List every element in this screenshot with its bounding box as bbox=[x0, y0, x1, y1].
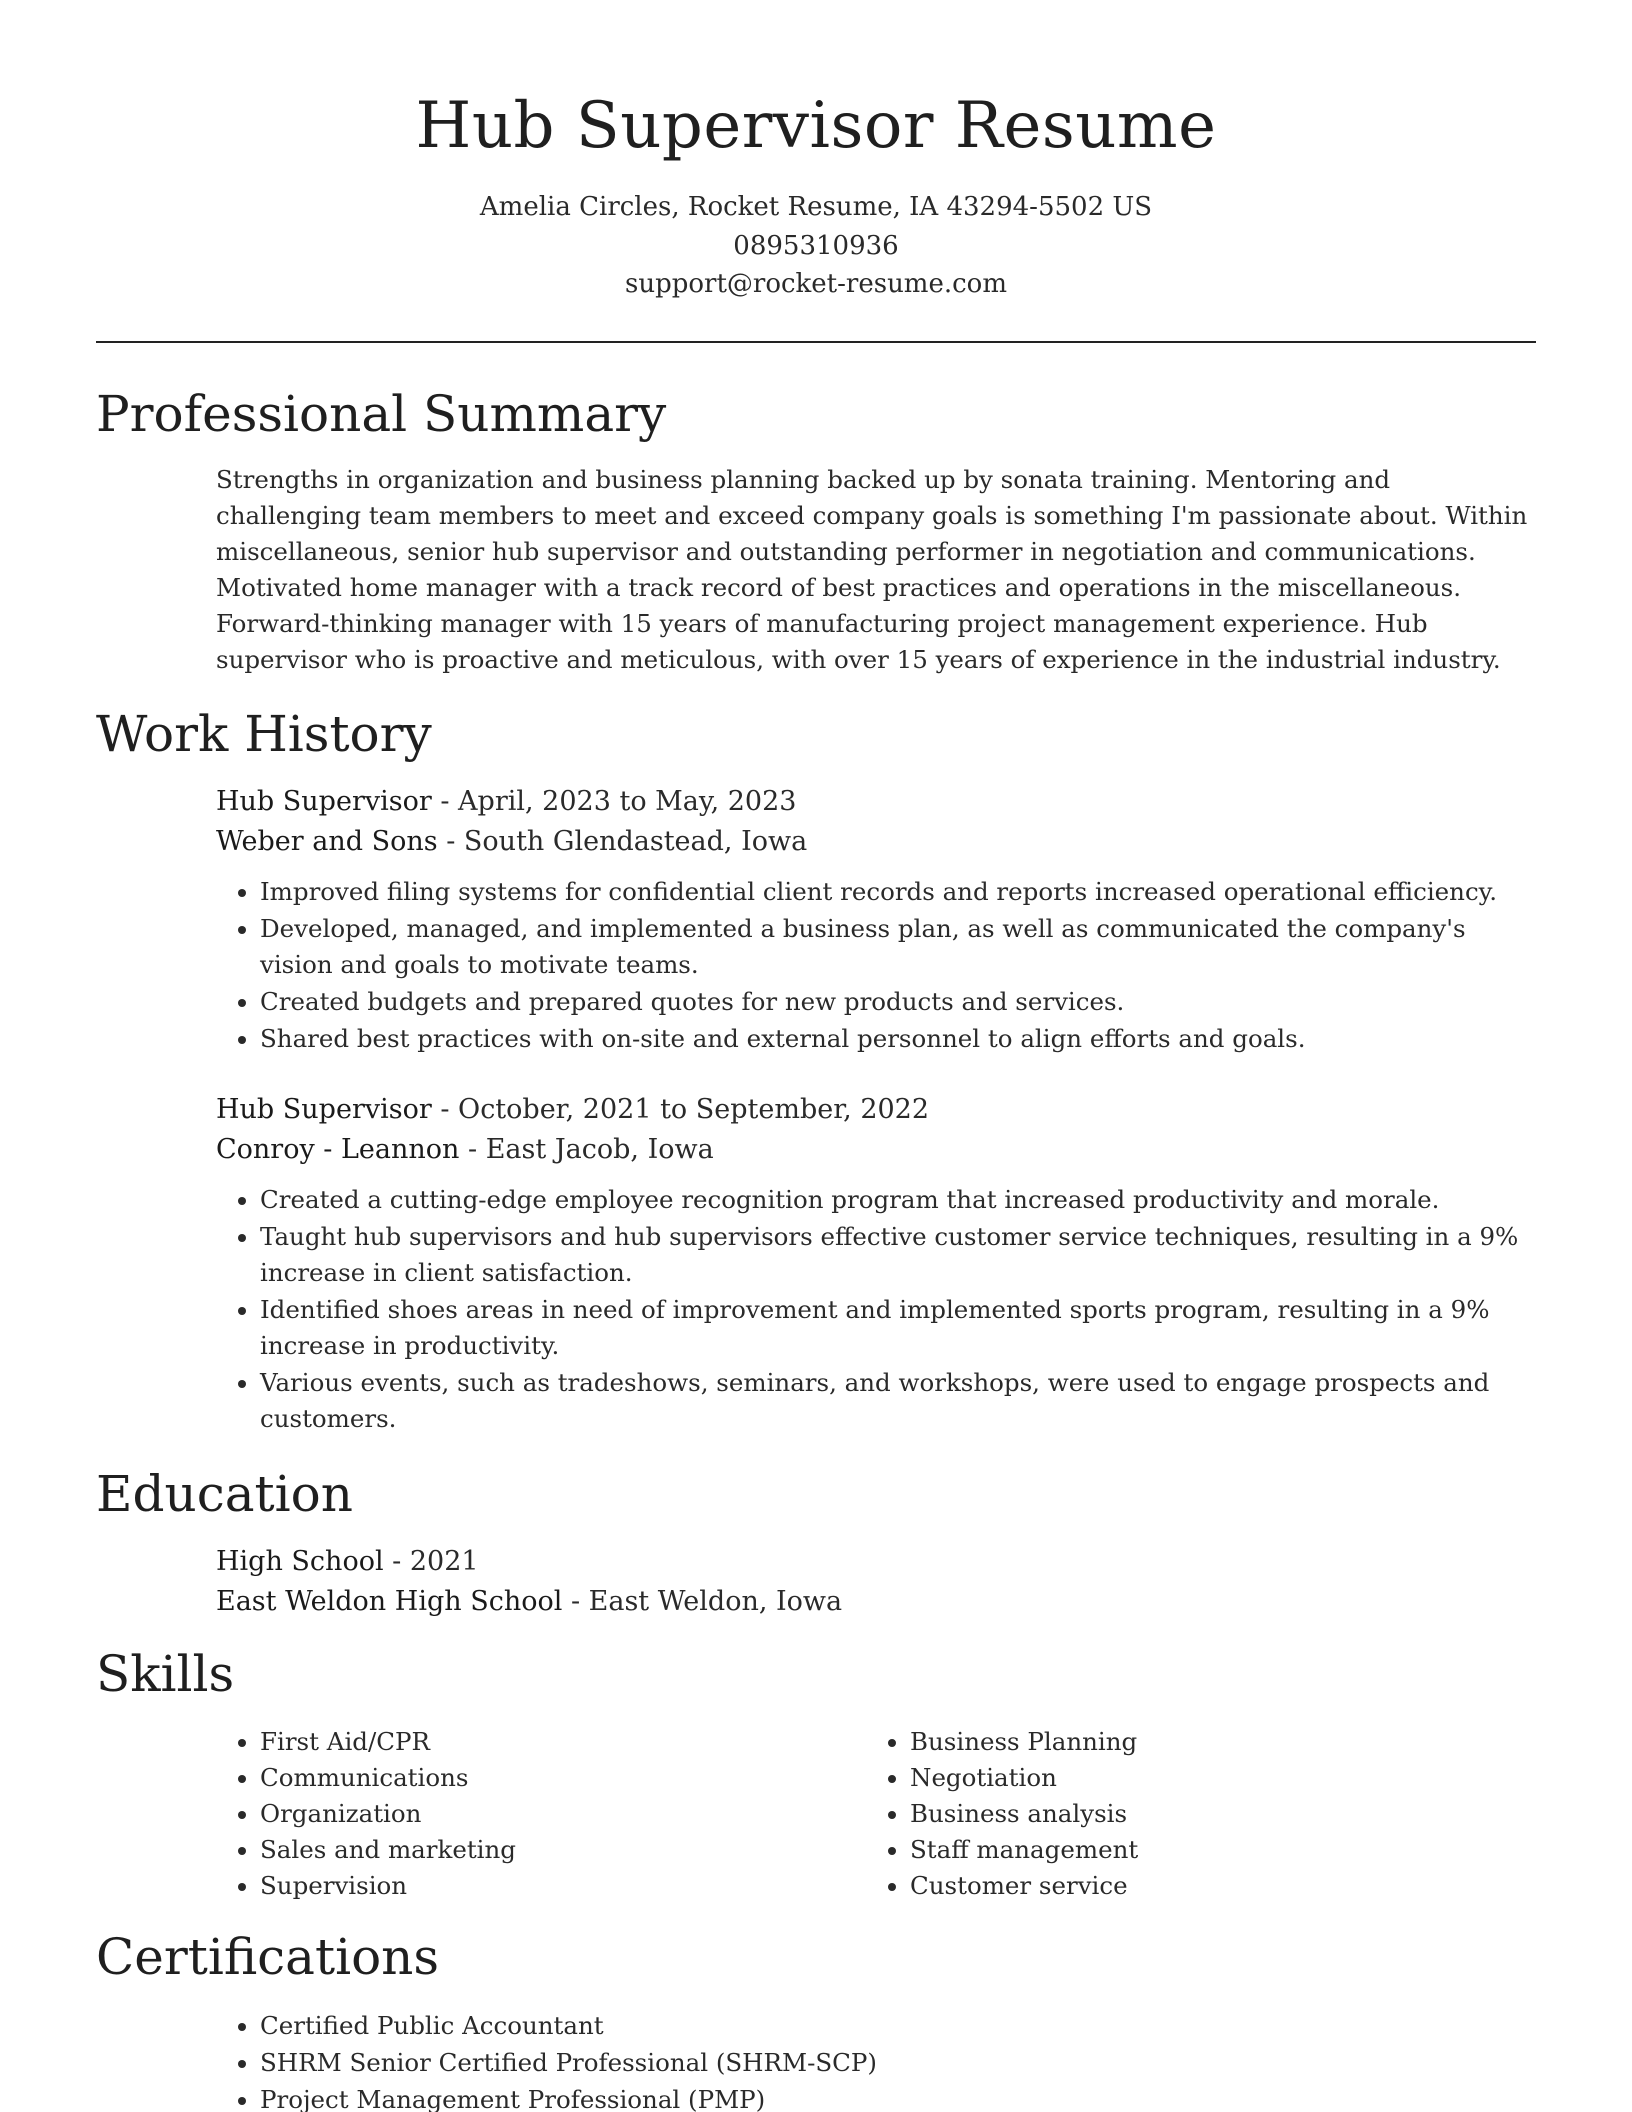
list-item: • Created budgets and prepared quotes for new products and services. bbox=[260, 984, 1536, 1020]
job-entry bbox=[216, 782, 1536, 1058]
education-degree-line bbox=[216, 1542, 1536, 1582]
job-title: Hub Supervisor bbox=[216, 1094, 432, 1125]
list-item: • Shared best practices with on-site and external personnel to align efforts and goals. bbox=[260, 1021, 1536, 1057]
list-item: • Customer service bbox=[910, 1868, 1466, 1904]
list-item: • SHRM Senior Certified Professional (SHRM-SCP) bbox=[260, 2045, 1536, 2081]
header-divider bbox=[96, 341, 1536, 343]
education-year: - 2021 bbox=[383, 1546, 479, 1577]
education-entry bbox=[216, 1542, 1536, 1622]
list-item: • Communications bbox=[260, 1760, 816, 1796]
list-item: • Business Planning bbox=[910, 1724, 1466, 1760]
education-location: - East Weldon, Iowa bbox=[562, 1586, 843, 1617]
summary-text: Strengths in organization and business planning backed up by sonata training. Mentoring and challenging team members to meet and exceed company goals is something I'm passionate about. Within miscellaneous, senior hub supervisor and outstanding performer in negotiation and communications. Motivated home manager with a track record of best practices and operations in the miscellaneous. Forward-thinking manager with 15 years of manufacturing project management experience. Hub supervisor who is proactive and meticulous, with over 15 years of experience in the industrial industry. bbox=[216, 465, 1528, 674]
list-item: • Organization bbox=[260, 1796, 816, 1832]
skills-column-right bbox=[866, 1724, 1466, 1904]
certifications-list bbox=[216, 2008, 1536, 2112]
job-company: Weber and Sons bbox=[216, 826, 438, 857]
education-school: East Weldon High School bbox=[216, 1586, 563, 1617]
job-dates: - April, 2023 to May, 2023 bbox=[431, 786, 797, 817]
job-title-line bbox=[216, 782, 1536, 822]
list-item: • Staff management bbox=[910, 1832, 1466, 1868]
job-location: - South Glendastead, Iowa bbox=[437, 826, 808, 857]
job-company: Conroy - Leannon bbox=[216, 1134, 460, 1165]
job-company-line bbox=[216, 1130, 1536, 1170]
list-item: • Improved filing systems for confidential client records and reports increased operational efficiency. bbox=[260, 874, 1536, 910]
list-item: • Various events, such as tradeshows, seminars, and workshops, were used to engage prospects and customers. bbox=[260, 1365, 1536, 1437]
skills-right-list bbox=[866, 1724, 1466, 1904]
certifications-section bbox=[216, 2008, 1536, 2112]
list-item: • First Aid/CPR bbox=[260, 1724, 816, 1760]
list-item: • Sales and marketing bbox=[260, 1832, 816, 1868]
list-item: • Supervision bbox=[260, 1868, 816, 1904]
job-dates: - October, 2021 to September, 2022 bbox=[431, 1094, 930, 1125]
resume-title: Hub Supervisor Resume bbox=[415, 89, 1217, 163]
contact-address: Amelia Circles, Rocket Resume, IA 43294-5502 US bbox=[479, 192, 1153, 222]
job-company-line bbox=[216, 822, 1536, 862]
education-degree: High School bbox=[216, 1546, 384, 1577]
skills-left-list bbox=[216, 1724, 816, 1904]
list-item: • Project Management Professional (PMP) bbox=[260, 2082, 1536, 2112]
list-item: • Created a cutting-edge employee recognition program that increased productivity and morale. bbox=[260, 1182, 1536, 1218]
work-history-heading: Work History bbox=[96, 705, 432, 763]
education-school-line bbox=[216, 1582, 1536, 1622]
contact-info bbox=[96, 188, 1536, 304]
list-item: • Developed, managed, and implemented a business plan, as well as communicated the company's vision and goals to motivate teams. bbox=[260, 911, 1536, 983]
job-duties bbox=[216, 874, 1536, 1057]
job-entry bbox=[216, 1090, 1536, 1438]
resume-header bbox=[96, 78, 1536, 304]
contact-email: support@rocket-resume.com bbox=[624, 269, 1007, 299]
job-location: - East Jacob, Iowa bbox=[459, 1134, 714, 1165]
job-title: Hub Supervisor bbox=[216, 786, 432, 817]
list-item: • Business analysis bbox=[910, 1796, 1466, 1832]
list-item: • Certified Public Accountant bbox=[260, 2008, 1536, 2044]
skills-heading: Skills bbox=[96, 1645, 235, 1703]
summary-section bbox=[216, 462, 1536, 678]
summary-heading: Professional Summary bbox=[96, 385, 667, 443]
certifications-heading: Certifications bbox=[96, 1928, 440, 1986]
skills-column-left bbox=[216, 1724, 816, 1904]
list-item: • Identified shoes areas in need of improvement and implemented sports program, resulting in a 9% increase in productivity. bbox=[260, 1292, 1536, 1364]
education-heading: Education bbox=[96, 1465, 353, 1523]
contact-phone: 0895310936 bbox=[733, 230, 899, 261]
list-item: • Taught hub supervisors and hub supervisors effective customer service techniques, resulting in a 9% increase in client satisfaction. bbox=[260, 1219, 1536, 1291]
list-item: • Negotiation bbox=[910, 1760, 1466, 1796]
job-title-line bbox=[216, 1090, 1536, 1130]
job-duties bbox=[216, 1182, 1536, 1437]
